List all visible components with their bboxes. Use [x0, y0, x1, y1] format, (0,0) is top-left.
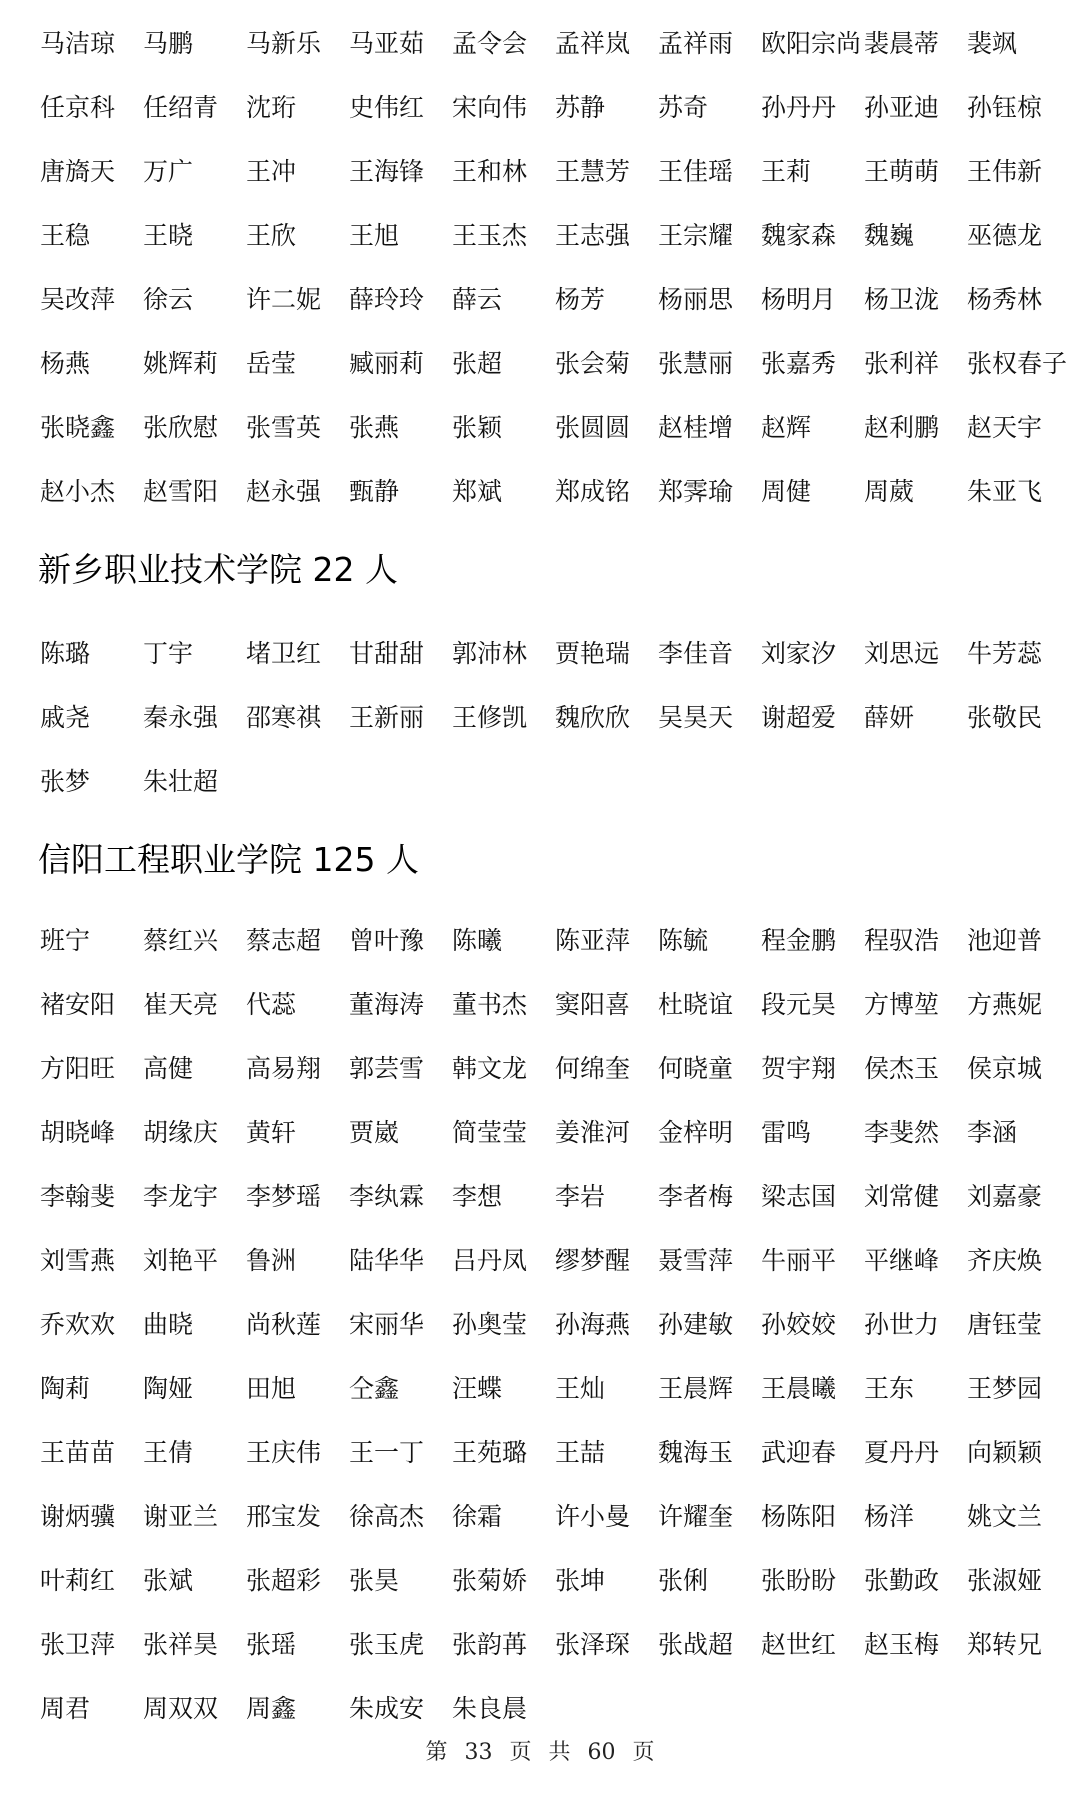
name-entry: 王苑璐: [452, 1438, 528, 1467]
name-entry: 周健: [761, 477, 812, 506]
name-entry: 方燕妮: [967, 990, 1043, 1019]
name-entry: 平继峰: [864, 1246, 940, 1275]
name-entry: 窦阳喜: [555, 990, 631, 1019]
name-entry: 万广: [143, 157, 194, 186]
name-entry: 张菊娇: [452, 1566, 528, 1595]
name-entry: 尚秋莲: [246, 1310, 322, 1339]
name-entry: 朱壮超: [143, 767, 219, 796]
name-entry: 王莉: [761, 157, 812, 186]
name-entry: 张勤政: [864, 1566, 940, 1595]
name-entry: 乔欢欢: [40, 1310, 116, 1339]
name-entry: 张超彩: [246, 1566, 322, 1595]
name-entry: 陶莉: [40, 1374, 91, 1403]
name-entry: 杨明月: [761, 285, 837, 314]
name-entry: 许小曼: [555, 1502, 631, 1531]
name-entry: 蔡红兴: [143, 926, 219, 955]
name-entry: 魏家森: [761, 221, 837, 250]
name-entry: 任京科: [40, 93, 116, 122]
name-entry: 邢宝发: [246, 1502, 322, 1531]
name-entry: 王旭: [349, 221, 400, 250]
name-entry: 王慧芳: [555, 157, 631, 186]
name-entry: 聂雪萍: [658, 1246, 734, 1275]
name-entry: 张颖: [452, 413, 503, 442]
name-entry: 郑霁瑜: [658, 477, 734, 506]
name-entry: 陈璐: [40, 639, 91, 668]
name-entry: 甘甜甜: [349, 639, 425, 668]
name-entry: 齐庆焕: [967, 1246, 1043, 1275]
name-entry: 张卫萍: [40, 1630, 116, 1659]
name-entry: 许二妮: [246, 285, 322, 314]
name-entry: 徐云: [143, 285, 194, 314]
name-entry: 张玉虎: [349, 1630, 425, 1659]
name-entry: 王晓: [143, 221, 194, 250]
name-entry: 岳莹: [246, 349, 297, 378]
name-entry: 郑转兄: [967, 1630, 1043, 1659]
name-entry: 欧阳宗尚: [761, 29, 862, 58]
name-entry: 沈珩: [246, 93, 297, 122]
name-entry: 仝鑫: [349, 1374, 400, 1403]
name-entry: 向颖颖: [967, 1438, 1043, 1467]
name-entry: 孙丹丹: [761, 93, 837, 122]
name-entry: 李纨霖: [349, 1182, 425, 1211]
name-entry: 杨燕: [40, 349, 91, 378]
name-entry: 张祥昊: [143, 1630, 219, 1659]
name-entry: 唐旖天: [40, 157, 116, 186]
name-entry: 任绍青: [143, 93, 219, 122]
name-entry: 郭芸雪: [349, 1054, 425, 1083]
name-entry: 张敬民: [967, 703, 1043, 732]
name-entry: 薛玲玲: [349, 285, 425, 314]
name-entry: 杜晓谊: [658, 990, 734, 1019]
name-entry: 田旭: [246, 1374, 297, 1403]
name-entry: 孙姣姣: [761, 1310, 837, 1339]
name-entry: 褚安阳: [40, 990, 116, 1019]
name-entry: 董海涛: [349, 990, 425, 1019]
name-entry: 孙钰椋: [967, 93, 1043, 122]
name-entry: 胡缘庆: [143, 1118, 219, 1147]
name-entry: 赵辉: [761, 413, 812, 442]
name-entry: 何晓童: [658, 1054, 734, 1083]
name-entry: 张欣慰: [143, 413, 219, 442]
name-entry: 崔天亮: [143, 990, 219, 1019]
name-entry: 谢亚兰: [143, 1502, 219, 1531]
name-entry: 裴晨蒂: [864, 29, 940, 58]
name-entry: 赵天宇: [967, 413, 1043, 442]
name-entry: 王晨辉: [658, 1374, 734, 1403]
name-entry: 刘常健: [864, 1182, 940, 1211]
name-entry: 孙世力: [864, 1310, 940, 1339]
name-entry: 邵寒祺: [246, 703, 322, 732]
name-entry: 宋向伟: [452, 93, 528, 122]
name-entry: 曲晓: [143, 1310, 194, 1339]
name-entry: 高健: [143, 1054, 194, 1083]
name-entry: 王灿: [555, 1374, 606, 1403]
name-entry: 侯杰玉: [864, 1054, 940, 1083]
name-entry: 赵雪阳: [143, 477, 219, 506]
name-entry: 孟令会: [452, 29, 528, 58]
name-entry: 姚文兰: [967, 1502, 1043, 1531]
name-entry: 姜淮河: [555, 1118, 631, 1147]
name-entry: 张战超: [658, 1630, 734, 1659]
name-entry: 赵小杰: [40, 477, 116, 506]
name-entry: 孙建敏: [658, 1310, 734, 1339]
name-entry: 汪蝶: [452, 1374, 503, 1403]
section-heading-xinxiang: 新乡职业技术学院 22 人: [38, 550, 398, 589]
name-entry: 张昊: [349, 1566, 400, 1595]
name-entry: 魏海玉: [658, 1438, 734, 1467]
name-entry: 雷鸣: [761, 1118, 812, 1147]
name-entry: 贾艳瑞: [555, 639, 631, 668]
name-entry: 赵永强: [246, 477, 322, 506]
name-entry: 刘雪燕: [40, 1246, 116, 1275]
name-entry: 魏巍: [864, 221, 915, 250]
name-entry: 张梦: [40, 767, 91, 796]
name-entry: 王萌萌: [864, 157, 940, 186]
section-heading-xinyang: 信阳工程职业学院 125 人: [38, 840, 419, 879]
name-entry: 代蕊: [246, 990, 297, 1019]
name-entry: 王伟新: [967, 157, 1043, 186]
name-entry: 韩文龙: [452, 1054, 528, 1083]
name-entry: 张盼盼: [761, 1566, 837, 1595]
name-entry: 黄轩: [246, 1118, 297, 1147]
name-entry: 梁志国: [761, 1182, 837, 1211]
name-entry: 陈曦: [452, 926, 503, 955]
name-entry: 王欣: [246, 221, 297, 250]
name-entry: 王佳瑶: [658, 157, 734, 186]
name-entry: 张韵苒: [452, 1630, 528, 1659]
name-entry: 高易翔: [246, 1054, 322, 1083]
name-entry: 苏奇: [658, 93, 709, 122]
name-entry: 甄静: [349, 477, 400, 506]
name-entry: 贺宇翔: [761, 1054, 837, 1083]
name-entry: 陶娅: [143, 1374, 194, 1403]
name-entry: 李翰斐: [40, 1182, 116, 1211]
name-entry: 郭沛林: [452, 639, 528, 668]
name-entry: 简莹莹: [452, 1118, 528, 1147]
name-entry: 张斌: [143, 1566, 194, 1595]
name-entry: 吴改萍: [40, 285, 116, 314]
name-entry: 叶莉红: [40, 1566, 116, 1595]
name-entry: 秦永强: [143, 703, 219, 732]
name-entry: 程驭浩: [864, 926, 940, 955]
name-entry: 王喆: [555, 1438, 606, 1467]
name-entry: 王宗耀: [658, 221, 734, 250]
name-entry: 谢超爱: [761, 703, 837, 732]
name-entry: 丁宇: [143, 639, 194, 668]
name-entry: 张超: [452, 349, 503, 378]
name-entry: 马新乐: [246, 29, 322, 58]
name-entry: 薛云: [452, 285, 503, 314]
name-entry: 陈亚萍: [555, 926, 631, 955]
name-entry: 鲁洲: [246, 1246, 297, 1275]
name-entry: 周葳: [864, 477, 915, 506]
name-entry: 张权春子: [967, 349, 1068, 378]
name-entry: 孟祥岚: [555, 29, 631, 58]
name-entry: 李佳音: [658, 639, 734, 668]
name-entry: 张嘉秀: [761, 349, 837, 378]
name-entry: 马洁琼: [40, 29, 116, 58]
name-entry: 刘嘉豪: [967, 1182, 1043, 1211]
name-entry: 王梦园: [967, 1374, 1043, 1403]
name-entry: 王一丁: [349, 1438, 425, 1467]
name-entry: 魏欣欣: [555, 703, 631, 732]
name-entry: 朱亚飞: [967, 477, 1043, 506]
name-entry: 唐钰莹: [967, 1310, 1043, 1339]
name-entry: 马亚茹: [349, 29, 425, 58]
name-entry: 张淑娅: [967, 1566, 1043, 1595]
name-entry: 张慧丽: [658, 349, 734, 378]
name-list-xinxiang: [40, 622, 1070, 814]
name-entry: 夏丹丹: [864, 1438, 940, 1467]
name-entry: 赵桂增: [658, 413, 734, 442]
name-entry: 郑成铭: [555, 477, 631, 506]
name-entry: 杨秀林: [967, 285, 1043, 314]
name-entry: 牛丽平: [761, 1246, 837, 1275]
name-entry: 王晨曦: [761, 1374, 837, 1403]
name-entry: 宋丽华: [349, 1310, 425, 1339]
name-entry: 曾叶豫: [349, 926, 425, 955]
name-entry: 董书杰: [452, 990, 528, 1019]
name-entry: 王稳: [40, 221, 91, 250]
name-entry: 程金鹏: [761, 926, 837, 955]
name-entry: 薛妍: [864, 703, 915, 732]
name-entry: 杨陈阳: [761, 1502, 837, 1531]
name-entry: 杨丽思: [658, 285, 734, 314]
name-entry: 段元昊: [761, 990, 837, 1019]
name-entry: 张利祥: [864, 349, 940, 378]
name-entry: 姚辉莉: [143, 349, 219, 378]
name-entry: 张瑶: [246, 1630, 297, 1659]
name-entry: 谢炳骥: [40, 1502, 116, 1531]
name-entry: 孙奥莹: [452, 1310, 528, 1339]
name-entry: 赵玉梅: [864, 1630, 940, 1659]
name-entry: 蔡志超: [246, 926, 322, 955]
name-entry: 李想: [452, 1182, 503, 1211]
name-entry: 杨洋: [864, 1502, 915, 1531]
name-list-xinyang: [40, 909, 1070, 1741]
name-entry: 王修凯: [452, 703, 528, 732]
name-entry: 张燕: [349, 413, 400, 442]
name-entry: 王和林: [452, 157, 528, 186]
name-entry: 牛芳蕊: [967, 639, 1043, 668]
name-entry: 王海锋: [349, 157, 425, 186]
name-entry: 侯京城: [967, 1054, 1043, 1083]
name-entry: 刘艳平: [143, 1246, 219, 1275]
name-entry: 朱成安: [349, 1694, 425, 1723]
name-entry: 王冲: [246, 157, 297, 186]
name-entry: 刘家汐: [761, 639, 837, 668]
name-entry: 王苗苗: [40, 1438, 116, 1467]
name-entry: 池迎普: [967, 926, 1043, 955]
name-entry: 李岩: [555, 1182, 606, 1211]
name-entry: 李梦瑶: [246, 1182, 322, 1211]
name-entry: 贾崴: [349, 1118, 400, 1147]
name-entry: 张会菊: [555, 349, 631, 378]
name-entry: 王新丽: [349, 703, 425, 732]
name-entry: 杨卫泷: [864, 285, 940, 314]
name-entry: 周双双: [143, 1694, 219, 1723]
name-entry: 杨芳: [555, 285, 606, 314]
name-entry: 李者梅: [658, 1182, 734, 1211]
name-entry: 裴飒: [967, 29, 1018, 58]
name-entry: 王倩: [143, 1438, 194, 1467]
name-entry: 吴昊天: [658, 703, 734, 732]
name-entry: 臧丽莉: [349, 349, 425, 378]
name-entry: 刘思远: [864, 639, 940, 668]
name-entry: 王玉杰: [452, 221, 528, 250]
name-entry: 缪梦醒: [555, 1246, 631, 1275]
name-entry: 张俐: [658, 1566, 709, 1595]
name-entry: 王庆伟: [246, 1438, 322, 1467]
name-entry: 王东: [864, 1374, 915, 1403]
name-entry: 胡晓峰: [40, 1118, 116, 1147]
name-entry: 巫德龙: [967, 221, 1043, 250]
page-number-footer: 第 33 页 共 60 页: [425, 1740, 655, 1765]
name-entry: 吕丹凤: [452, 1246, 528, 1275]
name-entry: 陆华华: [349, 1246, 425, 1275]
name-entry: 马鹏: [143, 29, 194, 58]
name-entry: 张圆圆: [555, 413, 631, 442]
name-entry: 赵利鹏: [864, 413, 940, 442]
name-entry: 苏静: [555, 93, 606, 122]
name-entry: 张雪英: [246, 413, 322, 442]
name-entry: 周鑫: [246, 1694, 297, 1723]
name-entry: 徐霜: [452, 1502, 503, 1531]
name-entry: 李涵: [967, 1118, 1018, 1147]
name-entry: 徐高杰: [349, 1502, 425, 1531]
name-entry: 张晓鑫: [40, 413, 116, 442]
name-entry: 郑斌: [452, 477, 503, 506]
name-entry: 孙海燕: [555, 1310, 631, 1339]
name-entry: 方阳旺: [40, 1054, 116, 1083]
name-entry: 周君: [40, 1694, 91, 1723]
name-entry: 孙亚迪: [864, 93, 940, 122]
name-entry: 赵世红: [761, 1630, 837, 1659]
name-entry: 戚尧: [40, 703, 91, 732]
name-entry: 武迎春: [761, 1438, 837, 1467]
name-entry: 方博堃: [864, 990, 940, 1019]
name-entry: 史伟红: [349, 93, 425, 122]
name-entry: 王志强: [555, 221, 631, 250]
name-entry: 许耀奎: [658, 1502, 734, 1531]
name-list-continued: [40, 12, 1070, 524]
name-entry: 何绵奎: [555, 1054, 631, 1083]
name-entry: 孟祥雨: [658, 29, 734, 58]
name-entry: 班宁: [40, 926, 91, 955]
name-entry: 朱良晨: [452, 1694, 528, 1723]
name-entry: 张泽琛: [555, 1630, 631, 1659]
name-entry: 李龙宇: [143, 1182, 219, 1211]
name-entry: 堵卫红: [246, 639, 322, 668]
name-entry: 张坤: [555, 1566, 606, 1595]
name-entry: 金梓明: [658, 1118, 734, 1147]
name-entry: 陈毓: [658, 926, 709, 955]
name-entry: 李斐然: [864, 1118, 940, 1147]
